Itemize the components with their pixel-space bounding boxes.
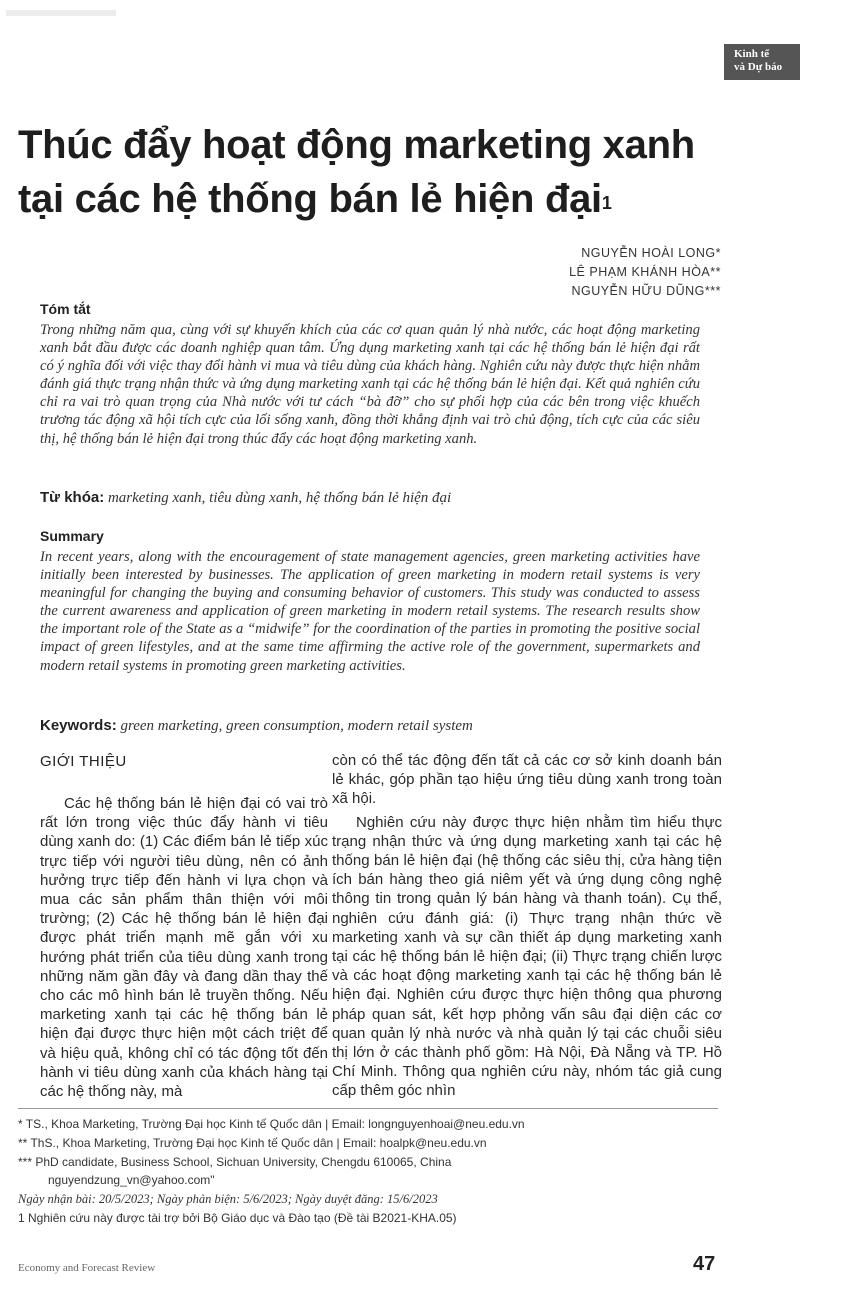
keywords-vi-label: Từ khóa: [40, 489, 105, 506]
page-number: 47 [693, 1253, 716, 1275]
author-list [569, 244, 721, 301]
journal-badge [724, 44, 800, 80]
abstract-vi-heading: Tóm tắt [40, 301, 91, 317]
badge-line2: và Dự báo [734, 61, 783, 73]
keywords-en [40, 717, 720, 735]
footnote-author-3-email: nguyendzung_vn@yahoo.com" [48, 1173, 215, 1187]
top-scan-mark [6, 10, 116, 16]
badge-line1: Kinh tế [734, 48, 770, 60]
intro-paragraph-2: còn có thể tác động đến tất cả các cơ sở kinh doanh bán lẻ khác, góp phần tạo hiệu ứng tiêu dùng xanh trong toàn xã hội. [332, 752, 722, 808]
keywords-vi [40, 489, 720, 507]
keywords-vi-text: marketing xanh, tiêu dùng xanh, hệ thống bán lẻ hiện đại [107, 490, 452, 506]
title-line2: tại các hệ thống bán lẻ hiện đại [18, 177, 602, 221]
author-2: LÊ PHẠM KHÁNH HÒA** [569, 265, 721, 279]
title-line2-wrap [18, 172, 748, 226]
footnote-author-1: * TS., Khoa Marketing, Trường Đại học Kinh tế Quốc dân | Email: longnguyenhoai@neu.edu.vn [18, 1117, 525, 1131]
footnote-dates: Ngày nhận bài: 20/5/2023; Ngày phản biện: 5/6/2023; Ngày duyệt đăng: 15/6/2023 [18, 1192, 438, 1206]
footnote-divider [18, 1108, 718, 1109]
column-right [332, 751, 722, 1101]
abstract-en-text: In recent years, along with the encouragement of state management agencies, green marketing activities have initially been interested by businesses. The application of green marketing in modern retail systems is very meaningful for changing the buying and consuming behavior of customers. This study was conducted to assess the current awareness and application of green marketing in modern retail systems. The research results show the important role of the State as a “midwife” for the coordination of the parties in promoting the positive social impact of green lifestyles, and at the same time affirming the active role of the government, supermarkets and modern retail systems in promoting green marketing activities. [40, 549, 700, 674]
keywords-en-label: Keywords: [40, 717, 117, 734]
title-footnote-mark: 1 [601, 193, 612, 213]
footnote-author-3: *** PhD candidate, Business School, Sichuan University, Chengdu 610065, China [18, 1155, 452, 1169]
section-heading-intro: GIỚI THIỆU [40, 753, 127, 770]
column-left [40, 794, 328, 1101]
abstract-vi-text: Trong những năm qua, cùng với sự khuyến khích của các cơ quan quản lý nhà nước, các hoạt động marketing xanh bắt đầu được các doanh nghiệp quan tâm. Ứng dụng marketing xanh tại các hệ thống bán lẻ hiện đại rất có ý nghĩa đối với việc thay đổi hành vi mua và tiêu dùng của khách hàng. Nghiên cứu này được thực hiện nhằm đánh giá thực trạng nhận thức và ứng dụng marketing xanh tại các hệ thống bán lẻ hiện đại. Kết quả nghiên cứu chỉ ra vai trò quan trọng của Nhà nước với tư cách “bà đỡ” cho sự phối hợp của các bên trong việc khuếch trương tác động xã hội tích cực của lối sống xanh, đồng thời khẳng định vai trò chủ động, tích cực của các siêu thị, hệ thống bán lẻ hiện đại trong thúc đẩy các hoạt động marketing xanh. [40, 322, 700, 447]
abstract-en-heading: Summary [40, 528, 104, 544]
article-title [18, 118, 748, 226]
intro-paragraph-1: Các hệ thống bán lẻ hiện đại có vai trò rất lớn trong việc thúc đẩy hành vi tiêu dùng xanh do: (1) Các điểm bán lẻ tiếp xúc trực tiếp với người tiêu dùng, nên có ảnh hưởng trực tiếp đến hành vi lựa chọn và mua các sản phẩm thân thiện với môi trường; (2) Các hệ thống bán lẻ hiện đại được phát triển mạnh mẽ gắn với xu hướng phát triển của tiêu dùng xanh trong những năm gần đây và đang dần thay thế cho các mô hình bán lẻ truyền thống. Nếu marketing xanh tại các hệ thống bán lẻ hiện đại được thực hiện một cách triệt để và hiệu quả, không chỉ có tác động tốt đến hành vi tiêu dùng xanh của khách hàng tại các hệ thống này, mà [40, 795, 328, 1101]
journal-name: Economy and Forecast Review [18, 1262, 156, 1274]
footnote-funding: 1 Nghiên cứu này được tài trợ bởi Bộ Giáo dục và Đào tạo (Đề tài B2021-KHA.05) [18, 1211, 457, 1225]
author-3: NGUYỄN HỮU DŨNG*** [571, 284, 721, 298]
intro-paragraph-3: Nghiên cứu này được thực hiện nhằm tìm hiểu thực trạng nhận thức và ứng dụng marketing xanh tại các hệ thống bán lẻ hiện đại (hệ thống các siêu thị, cửa hàng tiện ích bán hàng theo giá niêm yết và ứng dụng công nghệ thông tin trong quản lý bán hàng và thanh toán). Cụ thể, nghiên cứu đánh giá: (i) Thực trạng nhận thức về marketing xanh và sự cần thiết áp dụng marketing xanh tại các hệ thống bán lẻ hiện đại; (ii) Thực trạng chiến lược và các hoạt động marketing xanh tại các hệ thống bán lẻ hiện đại. Nghiên cứu được thực hiện thông qua phương pháp quan sát, kết hợp phỏng vấn sâu đại diện các cơ quan quản lý nhà nước và nhà quản lý tại các chuỗi siêu thị lớn ở các thành phố gồm: Hà Nội, Đà Nẵng và TP. Hồ Chí Minh. Thông qua nghiên cứu này, nhóm tác giả cung cấp thêm góc nhìn [332, 813, 722, 1100]
title-line1: Thúc đẩy hoạt động marketing xanh [18, 123, 695, 167]
keywords-en-text: green marketing, green consumption, modern retail system [120, 718, 473, 734]
footnote-author-2: ** ThS., Khoa Marketing, Trường Đại học Kinh tế Quốc dân | Email: hoalpk@neu.edu.vn [18, 1136, 487, 1150]
author-1: NGUYỄN HOÀI LONG* [581, 246, 721, 260]
